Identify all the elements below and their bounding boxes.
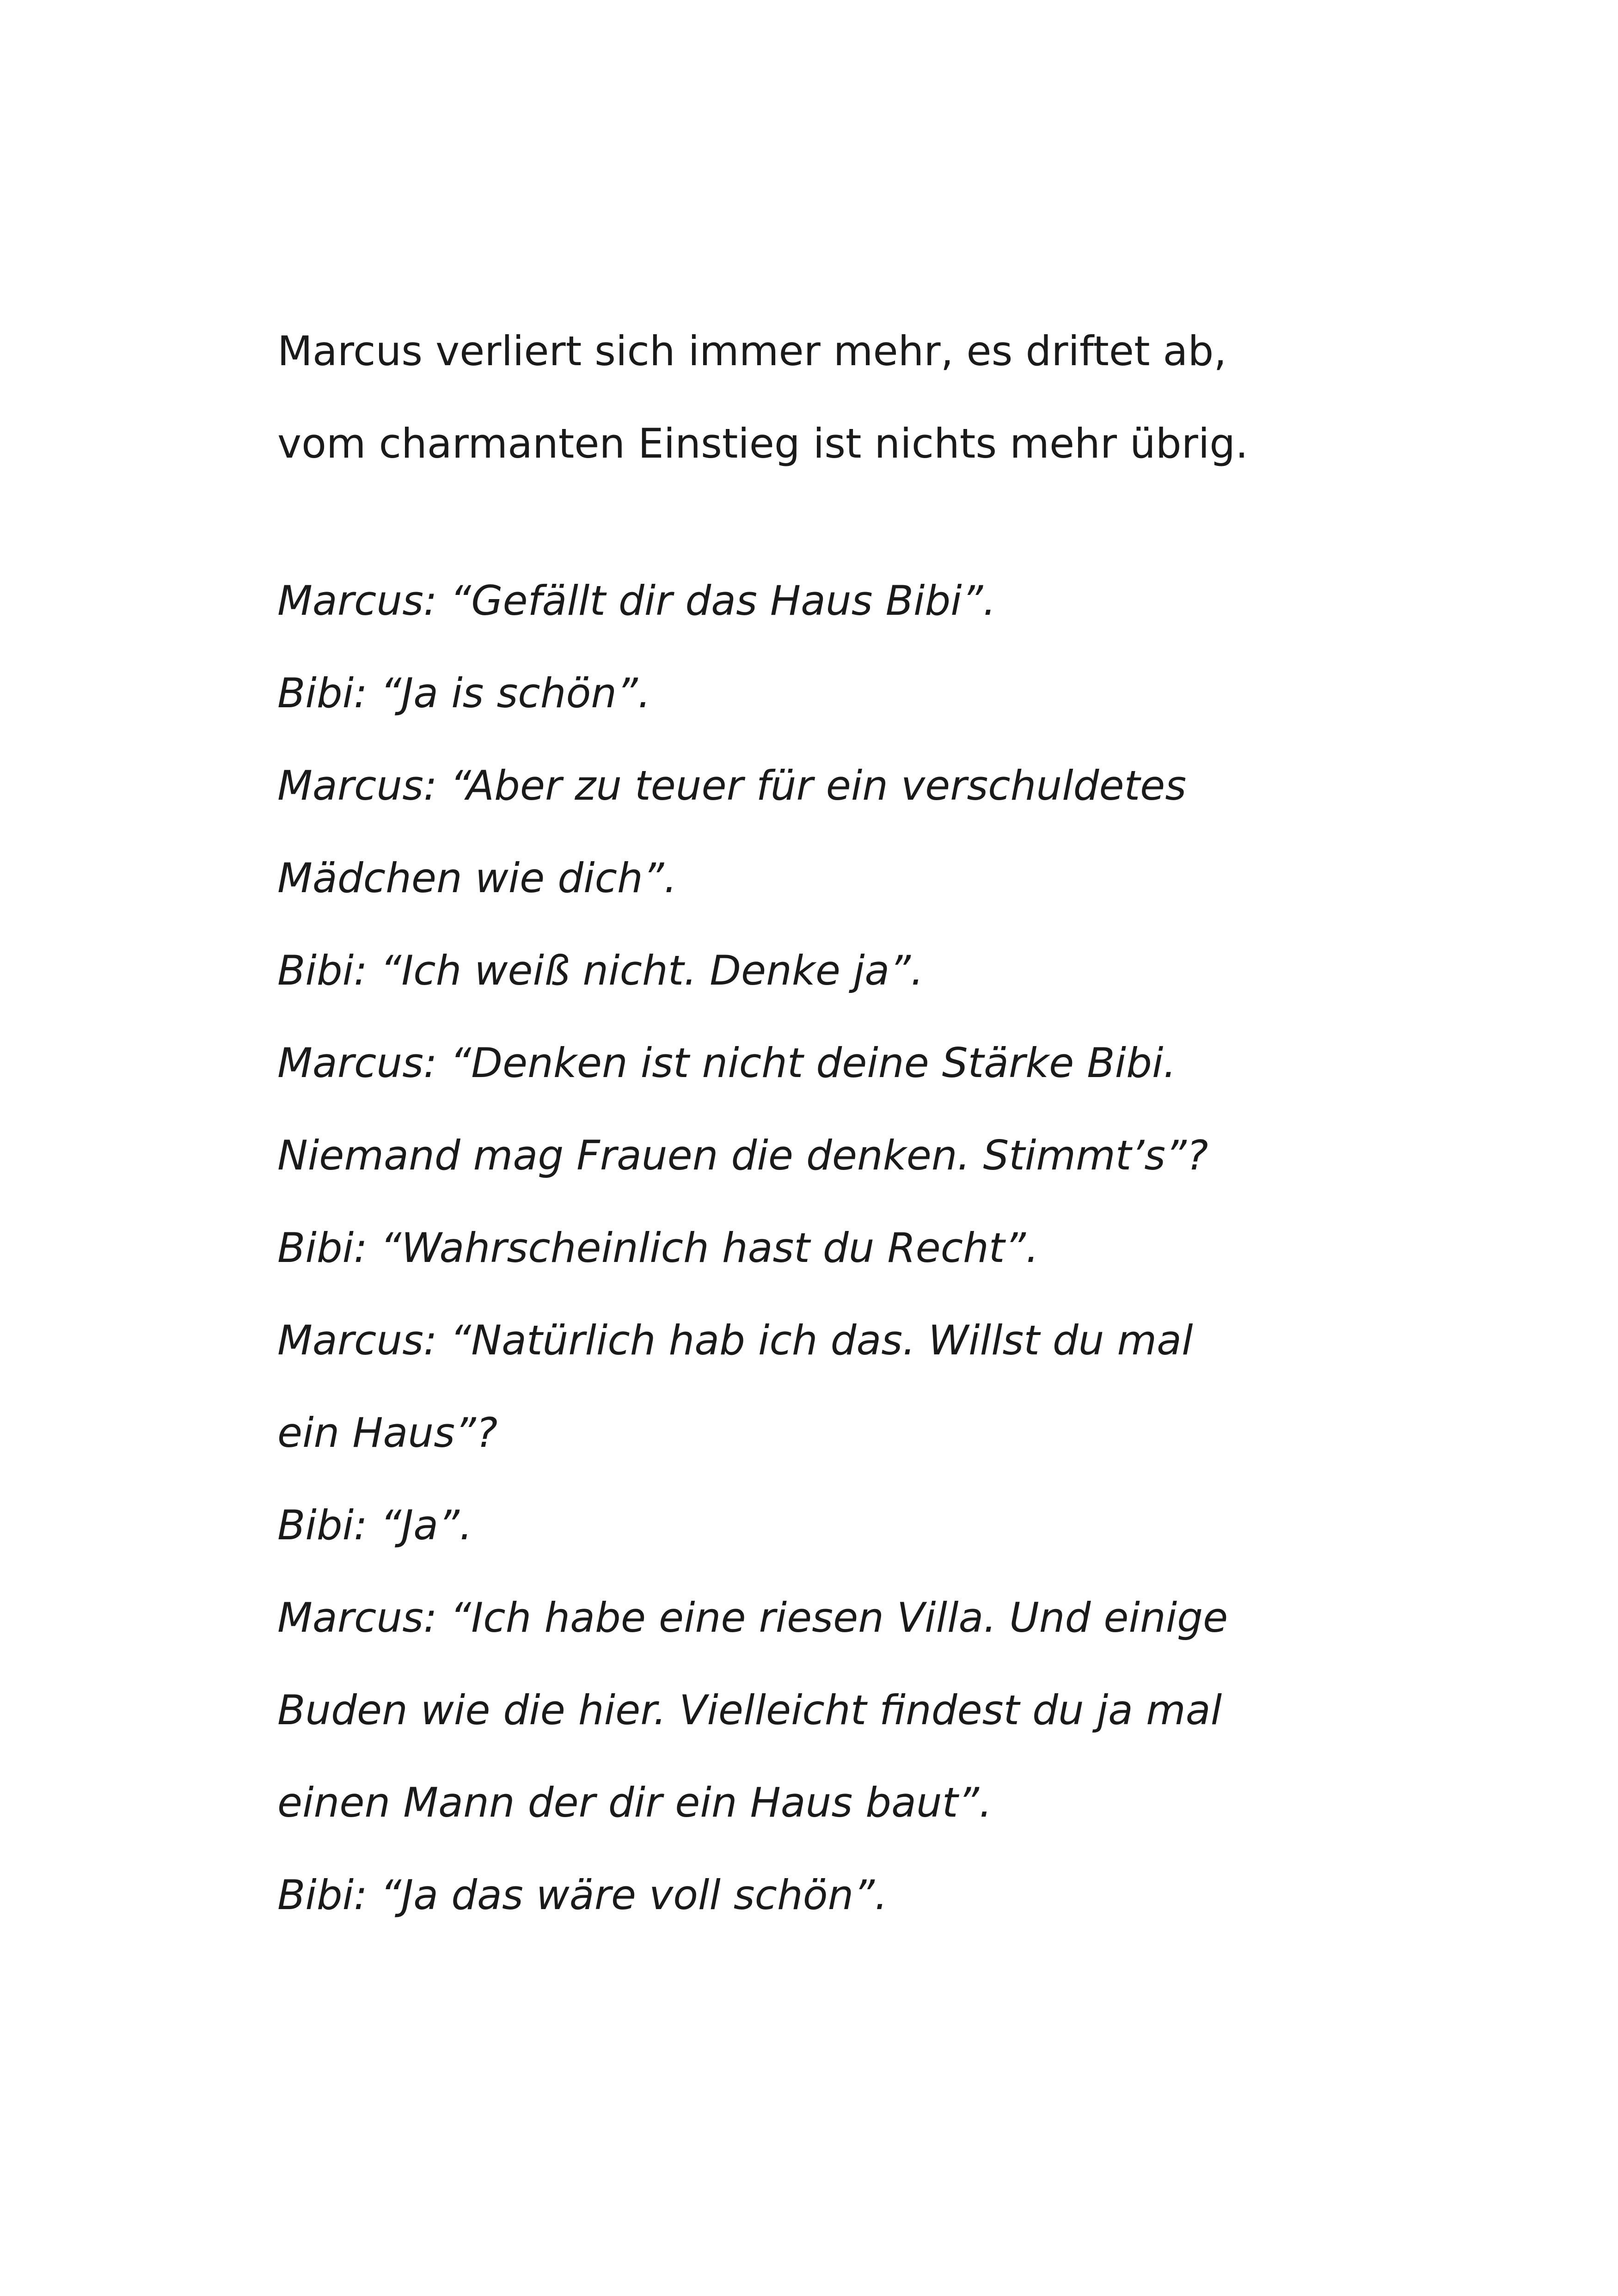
narration-paragraph (277, 305, 1387, 490)
dialogue-line: Bibi: “Ja is schön”. (277, 669, 651, 717)
dialogue-line: Marcus: “Denken ist nicht deine Stärke Bibi. (277, 1039, 1177, 1087)
narration-line: Marcus verliert sich immer mehr, es driftet ab, (277, 327, 1227, 375)
narration-line: vom charmanten Einstieg ist nichts mehr übrig. (277, 420, 1249, 467)
dialogue-line: Bibi: “Wahrscheinlich hast du Recht”. (277, 1224, 1039, 1272)
dialogue-line: Buden wie die hier. Vielleicht findest du ja mal (277, 1686, 1222, 1734)
dialogue-line: Bibi: “Ich weiß nicht. Denke ja”. (277, 947, 924, 994)
dialogue-line: Marcus: “Aber zu teuer für ein verschuldetes (277, 762, 1187, 809)
dialogue-line: Mädchen wie dich”. (277, 854, 677, 902)
dialogue-line: Marcus: “Ich habe eine riesen Villa. Und einige (277, 1594, 1228, 1641)
dialogue-line: Marcus: “Gefällt dir das Haus Bibi”. (277, 577, 996, 625)
dialogue-line: Niemand mag Frauen die denken. Stimmt’s”? (277, 1132, 1208, 1179)
dialogue-line: ein Haus”? (277, 1409, 498, 1457)
dialogue-line: Bibi: “Ja das wäre voll schön”. (277, 1871, 888, 1919)
dialogue-line: einen Mann der dir ein Haus baut”. (277, 1779, 992, 1826)
dialogue-line: Marcus: “Natürlich hab ich das. Willst du mal (277, 1316, 1193, 1364)
dialogue-block (277, 555, 1387, 1941)
dialogue-line: Bibi: “Ja”. (277, 1501, 472, 1549)
